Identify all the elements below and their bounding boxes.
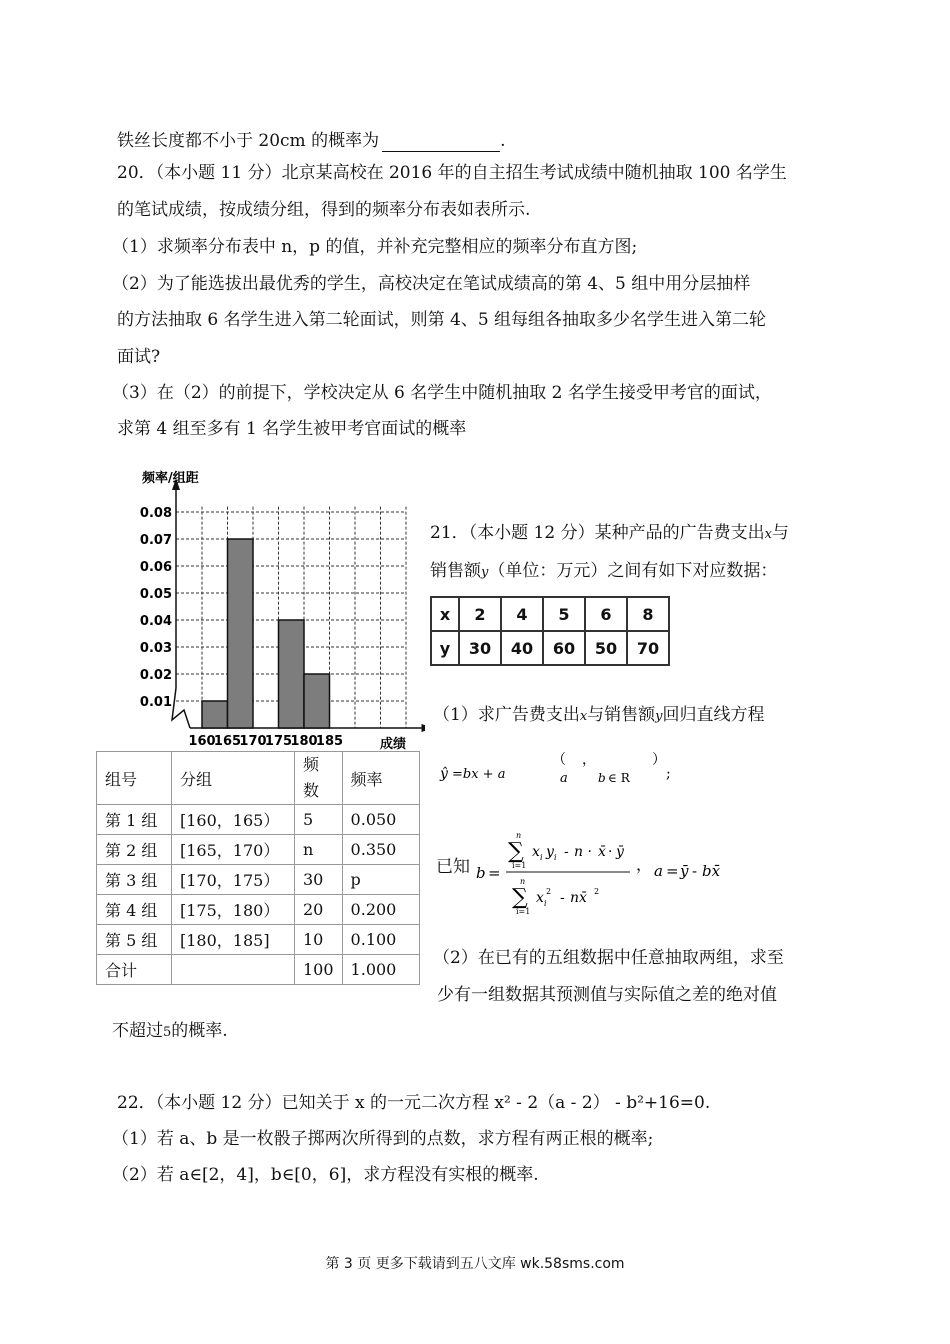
x-value: 6 [585,597,627,631]
cell-frequency: 1.000 [342,955,419,985]
svg-text:i=1: i=1 [512,861,527,870]
table-row [97,865,420,895]
svg-text:）: ） [652,752,666,768]
header-frequency: 频率 [342,752,419,805]
svg-text:-: - [564,844,569,860]
cell-group: 第 1 组 [97,805,172,835]
cell-range: [175，180） [172,895,295,925]
q20-line-1: 20．（本小题 11 分）北京某高校在 2016 年的自主招生考试成绩中随机抽取 100 名学生 [117,163,787,183]
x-value: 2 [459,597,501,631]
svg-text:ȳ: ȳ [616,844,624,860]
y-tick-label: 0.04 [139,614,172,629]
svg-text:=bx + a: =bx + a [452,767,506,782]
svg-text:i: i [544,899,547,908]
cell-count: 20 [295,895,343,925]
y-tick-label: 0.03 [139,641,172,656]
axis-break [172,688,190,728]
svg-text:n ·: n · [574,844,592,860]
svg-text:2: 2 [594,887,600,896]
q22-line-3: （2）若 a∈[2，4]，b∈[0，6]，求方程没有实根的概率. [112,1165,539,1185]
y-value: 40 [501,631,543,665]
svg-text:n: n [516,831,522,840]
x-tick-label: 180 [290,734,318,749]
header-group-no: 组号 [97,752,172,805]
table-row [97,925,420,955]
top-line-end: . [500,131,506,151]
cell-range: [165，170） [172,835,295,865]
var-x: x [579,709,588,724]
cell-count: 30 [295,865,343,895]
q21-text-2a: 销售额 [430,561,481,581]
svg-text:·: · [608,844,613,860]
cell-range: [160，165） [172,805,295,835]
row-label-x: x [431,597,459,631]
table-row [97,895,420,925]
q21-part1 [433,704,765,728]
x-axis-arrow [422,724,426,732]
svg-text:i=1: i=1 [516,907,531,916]
histogram-bar [304,674,330,728]
header-count: 频数 [295,752,343,805]
x-tick-label: 185 [315,734,344,749]
svg-text:y: y [546,844,554,860]
table-header-row [97,752,420,805]
q21-part2-line-3 [112,1020,228,1044]
cell-frequency: p [342,865,419,895]
xy-data-table [430,596,670,666]
q21-line-1 [430,522,789,546]
x-value: 5 [543,597,585,631]
svg-text:ȳ: ȳ [680,862,689,880]
svg-text:a: a [560,771,568,786]
q21-p2-text-a: 不超过 [112,1021,163,1041]
table-row-y [431,631,669,665]
table-row [97,835,420,865]
svg-text:nx̄: nx̄ [570,890,587,906]
q21-line-2 [430,560,777,584]
x-tick-label: 160 [188,734,216,749]
q20-line-8: 求第 4 组至多有 1 名学生被甲考官面试的概率 [117,419,467,439]
q21-part2-line-2: 少有一组数据其预测值与实际值之差的绝对值 [437,985,777,1005]
cell-group: 第 2 组 [97,835,172,865]
svg-text:ŷ: ŷ [440,766,448,782]
svg-text:-: - [692,862,698,880]
q20-line-6: 面试? [117,347,161,367]
x-axis-title: 成绩 [380,737,407,752]
q20-line-3: （1）求频率分布表中 n，p 的值，并补充完整相应的频率分布直方图; [112,237,638,257]
svg-text:a: a [654,862,663,880]
q20-line-4: （2）为了能选拔出最优秀的学生，高校决定在笔试成绩高的第 4、5 组中用分层抽样 [112,274,751,294]
frequency-table [96,751,420,985]
svg-text:∑: ∑ [512,885,528,910]
y-value: 50 [585,631,627,665]
y-axis-title: 频率/组距 [142,471,199,486]
y-value: 70 [627,631,669,665]
y-tick-label: 0.08 [139,506,172,521]
x-tick-label: 170 [239,734,267,749]
x-tick-label: 165 [213,734,242,749]
top-line [117,130,506,152]
q21-text-1a: 21．（本小题 12 分）某种产品的广告费支出 [430,523,765,543]
cell-frequency: 0.200 [342,895,419,925]
q21-p1-text-b: 与销售额 [587,705,656,725]
svg-text:2: 2 [546,887,552,896]
page-footer: 第 3 页 更多下载请到五八文库 wk.58sms.com [325,1256,625,1272]
q22-line-2: （1）若 a、b 是一枚骰子掷两次所得到的点数，求方程有两正根的概率; [112,1129,654,1149]
known-label: 已知 [436,857,470,877]
svg-text:b: b [476,864,486,882]
cell-count: 5 [295,805,343,835]
table-row-x [431,597,669,631]
svg-text:n: n [520,877,526,886]
q21-p2-number: 5 [163,1025,172,1040]
q22-line-1: 22．（本小题 12 分）已知关于 x 的一元二次方程 x² - 2（a - 2） - b²+16=0. [117,1093,711,1113]
svg-text:b: b [598,771,606,785]
q21-p2-text-c: 的概率. [171,1021,228,1041]
top-line-text: 铁丝长度都不小于 20cm 的概率为 [117,131,380,151]
cell-count: 100 [295,955,343,985]
q20-line-2: 的笔试成绩，按成绩分组，得到的频率分布表如表所示. [117,200,531,220]
slope-formula [470,820,740,920]
cell-frequency: 0.350 [342,835,419,865]
svg-text:x: x [532,844,540,860]
q20-line-7: （3）在（2）的前提下，学校决定从 6 名学生中随机抽取 2 名学生接受甲考官的面试， [112,383,772,403]
q21-text-2b: （单位：万元）之间有如下对应数据： [488,561,778,581]
cell-group: 合计 [97,955,172,985]
y-tick-label: 0.07 [139,533,172,548]
svg-text:，: ， [582,752,596,768]
svg-text:bx̄: bx̄ [702,862,721,880]
svg-text:，: ， [636,855,653,874]
row-label-y: y [431,631,459,665]
svg-text:x̄: x̄ [598,844,606,860]
cell-range: [180，185] [172,925,295,955]
x-value: 8 [627,597,669,631]
y-tick-label: 0.05 [139,587,172,602]
table-row [97,805,420,835]
histogram-bar [228,539,254,728]
y-value: 60 [543,631,585,665]
svg-text:i: i [540,853,543,862]
cell-frequency: 0.100 [342,925,419,955]
y-value: 30 [459,631,501,665]
q21-part2-line-1: （2）在已有的五组数据中任意抽取两组，求至 [433,948,784,968]
var-y: y [655,709,663,724]
cell-count: 10 [295,925,343,955]
x-value: 4 [501,597,543,631]
answer-blank [382,133,500,152]
cell-range [172,955,295,985]
svg-text:（: （ [552,752,566,768]
y-tick-label: 0.06 [139,560,172,575]
histogram-bar [202,701,228,728]
q21-p1-text-a: （1）求广告费支出 [433,705,580,725]
q20-line-5: 的方法抽取 6 名学生进入第二轮面试，则第 4、5 组每组各抽取多少名学生进入第二轮 [117,310,767,330]
cell-group: 第 5 组 [97,925,172,955]
table-row [97,955,420,985]
svg-text:i: i [554,853,557,862]
y-tick-label: 0.01 [139,695,172,710]
q21-p1-text-c: 回归直线方程 [662,705,765,725]
cell-count: n [295,835,343,865]
q21-text-1b: 与 [771,523,789,543]
svg-text:-: - [560,890,565,906]
regression-equation-formula [436,742,696,792]
y-tick-label: 0.02 [139,668,172,683]
x-tick-label: 175 [264,734,293,749]
svg-text:=: = [488,864,501,882]
cell-range: [170，175） [172,865,295,895]
svg-text:;: ; [666,766,671,782]
cell-frequency: 0.050 [342,805,419,835]
histogram-bar [279,620,305,728]
cell-group: 第 3 组 [97,865,172,895]
cell-group: 第 4 组 [97,895,172,925]
frequency-histogram [120,462,425,752]
var-x: x [764,527,772,542]
svg-text:∈ R: ∈ R [608,771,630,785]
svg-text:x: x [536,890,544,906]
header-group-range: 分组 [172,752,295,805]
var-y: y [481,565,489,580]
svg-text:∑: ∑ [508,839,524,864]
svg-text:=: = [666,862,679,880]
